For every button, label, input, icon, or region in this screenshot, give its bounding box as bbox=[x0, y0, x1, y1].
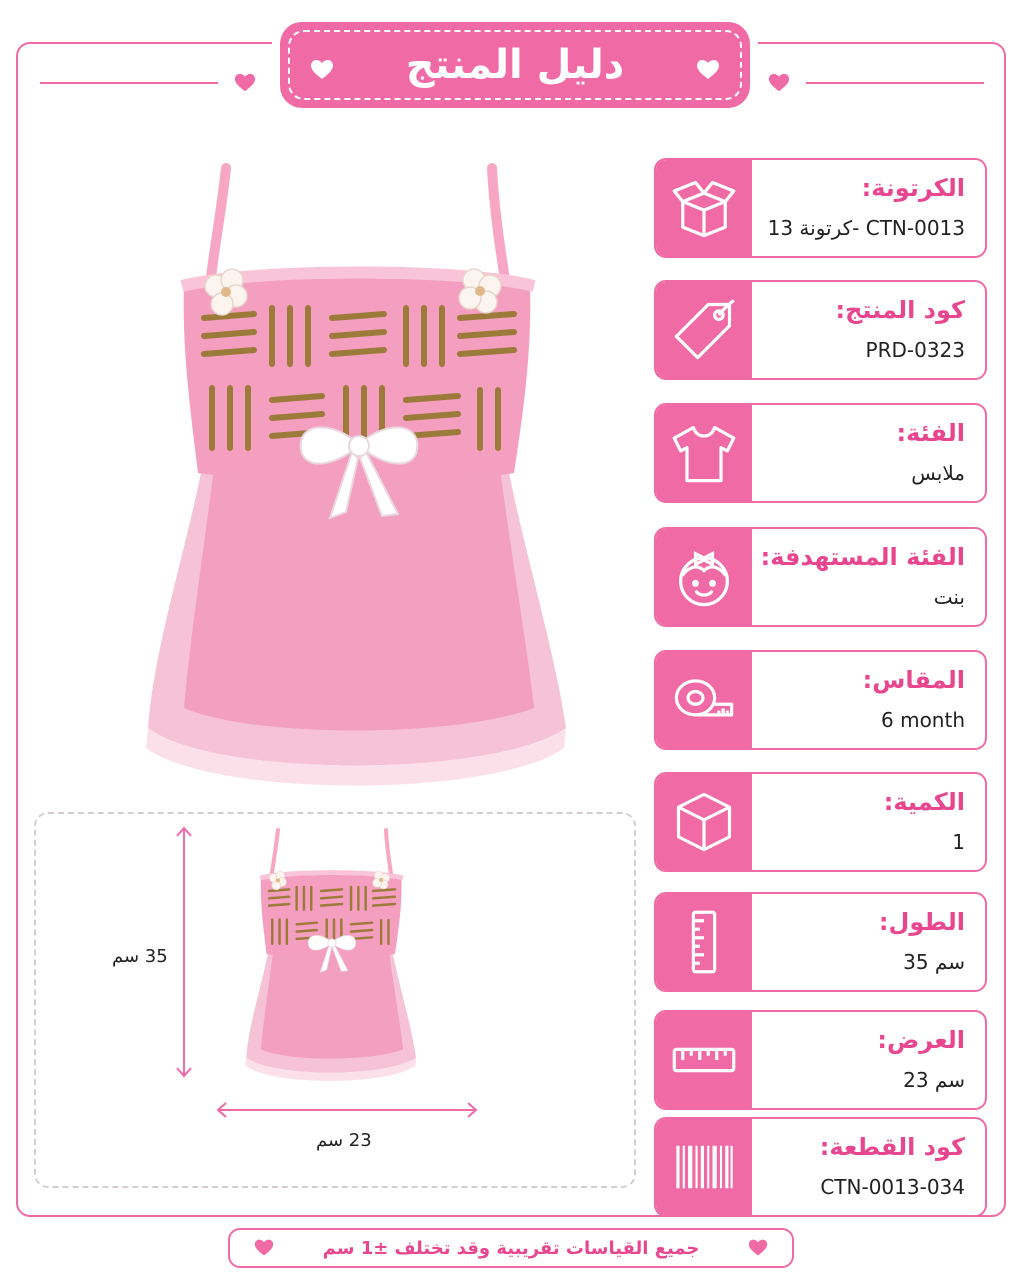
width-dimension-label: 23 سم bbox=[316, 1130, 372, 1151]
spec-value: كرتونة 13- CTN-0013 bbox=[767, 216, 965, 240]
spec-card-target-group bbox=[654, 527, 987, 627]
vertical-ruler-icon bbox=[670, 908, 738, 976]
page-title: دليل المنتج bbox=[405, 42, 625, 88]
spec-value: بنت bbox=[933, 585, 965, 609]
spec-value: 6 month bbox=[881, 708, 965, 732]
height-arrow bbox=[174, 826, 194, 1078]
product-photo-small bbox=[228, 826, 440, 1086]
footer-note bbox=[228, 1228, 794, 1268]
heart-icon bbox=[696, 58, 720, 82]
spec-value: 1 bbox=[952, 830, 965, 854]
title-left-line bbox=[40, 82, 218, 84]
spec-value: CTN-0013-034 bbox=[820, 1175, 965, 1199]
heart-icon bbox=[768, 72, 790, 94]
width-arrow bbox=[216, 1100, 478, 1120]
spec-label: كود المنتج: bbox=[835, 296, 965, 324]
spec-label: الكمية: bbox=[883, 788, 965, 816]
spec-value: ملابس bbox=[911, 461, 965, 485]
open-box-icon bbox=[670, 174, 738, 242]
spec-label: الكرتونة: bbox=[861, 174, 965, 202]
tshirt-icon bbox=[670, 419, 738, 487]
spec-value: PRD-0323 bbox=[865, 338, 965, 362]
barcode-icon bbox=[670, 1133, 738, 1201]
spec-card-piece-code bbox=[654, 1117, 987, 1217]
heart-icon bbox=[748, 1238, 768, 1258]
title-banner bbox=[272, 16, 758, 116]
measuring-tape-icon bbox=[670, 666, 738, 734]
product-photo bbox=[104, 158, 624, 798]
spec-value: 35 سم bbox=[903, 950, 965, 974]
spec-label: المقاس: bbox=[862, 666, 965, 694]
girl-face-icon bbox=[670, 543, 738, 611]
heart-icon bbox=[310, 58, 334, 82]
height-dimension-label: 35 سم bbox=[112, 946, 168, 967]
spec-card-size bbox=[654, 650, 987, 750]
spec-label: الطول: bbox=[878, 908, 965, 936]
spec-card-width bbox=[654, 1010, 987, 1110]
spec-card-quantity bbox=[654, 772, 987, 872]
heart-icon bbox=[234, 72, 256, 94]
spec-card-category bbox=[654, 403, 987, 503]
cube-icon bbox=[670, 788, 738, 856]
spec-card-carton bbox=[654, 158, 987, 258]
title-right-line bbox=[806, 82, 984, 84]
spec-value: 23 سم bbox=[903, 1068, 965, 1092]
horizontal-ruler-icon bbox=[670, 1026, 738, 1094]
price-tag-icon bbox=[670, 296, 738, 364]
spec-card-product-code bbox=[654, 280, 987, 380]
measurements-disclaimer: جميع القياسات تقريبية وقد تختلف ±1 سم bbox=[322, 1237, 700, 1259]
spec-label: العرض: bbox=[877, 1026, 965, 1054]
spec-label: الفئة: bbox=[896, 419, 965, 447]
spec-label: الفئة المستهدفة: bbox=[760, 543, 965, 571]
spec-label: كود القطعة: bbox=[819, 1133, 965, 1161]
spec-card-length bbox=[654, 892, 987, 992]
heart-icon bbox=[254, 1238, 274, 1258]
